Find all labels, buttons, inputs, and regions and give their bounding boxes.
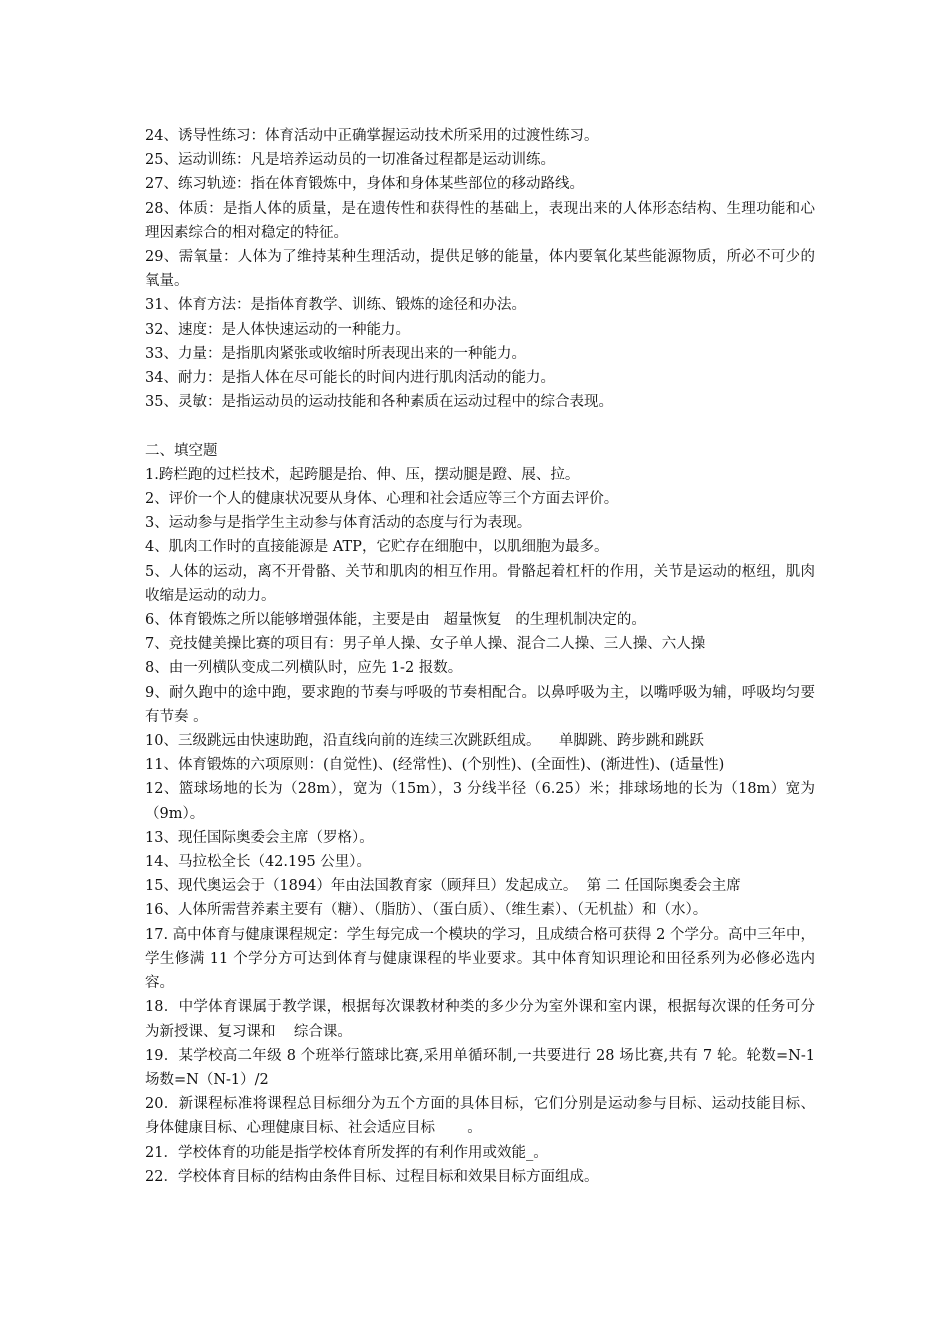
blank-line — [145, 414, 815, 438]
fill-in-item: 20．新课程标准将课程总目标细分为五个方面的具体目标，它们分别是运动参与目标、运动技能目标、身体健康目标、心理健康目标、社会适应目标 。 — [145, 1096, 815, 1137]
definition-item: 31、体育方法：是指体育教学、训练、锻炼的途径和办法。 — [145, 297, 526, 314]
fill-in-item: 7、竞技健美操比赛的项目有：男子单人操、女子单人操、混合二人操、三人操、六人操 — [145, 636, 706, 653]
document-body — [145, 124, 825, 1189]
fill-in-item: 12、篮球场地的长为（28m），宽为（15m），3 分线半径（6.25）米；排球场地的长为（18m）宽为（9m）。 — [145, 781, 815, 822]
fill-in-item: 22．学校体育目标的结构由条件目标、过程目标和效果目标方面组成。 — [145, 1168, 599, 1185]
fill-in-item: 9、耐久跑中的途中跑，要求跑的节奏与呼吸的节奏相配合。以鼻呼吸为主，以嘴呼吸为辅，呼吸均匀要有节奏 。 — [145, 684, 815, 725]
definition-item: 33、力量：是指肌肉紧张或收缩时所表现出来的一种能力。 — [145, 345, 526, 362]
definition-item: 28、体质：是指人体的质量，是在遗传性和获得性的基础上，表现出来的人体形态结构、生理功能和心理因素综合的相对稳定的特征。 — [145, 200, 815, 241]
fill-in-item: 5、人体的运动，离不开骨骼、关节和肌肉的相互作用。骨骼起着杠杆的作用，关节是运动的枢纽，肌肉收缩是运动的动力。 — [145, 563, 815, 604]
fill-in-item: 3、运动参与是指学生主动参与体育活动的态度与行为表现。 — [145, 515, 532, 532]
fill-in-item: 18．中学体育课属于教学课，根据每次课教材种类的多少分为室外课和室内课，根据每次课的任务可分为新授课、复习课和 综合课。 — [145, 999, 815, 1040]
fill-in-item: 11、体育锻炼的六项原则：(自觉性)、(经常性)、(个别性)、(全面性)、(渐进性)、(适量性) — [145, 757, 725, 774]
fill-in-item: 6、体育锻炼之所以能够增强体能，主要是由 超量恢复 的生理机制决定的。 — [145, 612, 646, 629]
fill-in-item: 4、肌肉工作时的直接能源是 ATP，它贮存在细胞中，以肌细胞为最多。 — [145, 539, 609, 556]
fill-in-item: 10、三级跳远由快速助跑，沿直线向前的连续三次跳跃组成。 单脚跳、跨步跳和跳跃 — [145, 733, 704, 750]
section-heading: 二、填空题 — [145, 442, 218, 459]
fill-in-item: 1.跨栏跑的过栏技术，起跨腿是抬、伸、压，摆动腿是蹬、展、拉。 — [145, 466, 580, 483]
fill-in-list — [145, 463, 825, 1189]
fill-in-item: 16、人体所需营养素主要有（糖）、（脂肪）、（蛋白质）、（维生素）、（无机盐）和（水）。 — [145, 902, 708, 919]
fill-in-item: 19．某学校高二年级 8 个班举行篮球比赛,采用单循环制,一共要进行 28 场比赛,共有 7 轮。轮数=N-1 场数=N（N-1）/2 — [145, 1047, 825, 1088]
fill-in-item: 2、评价一个人的健康状况要从身体、心理和社会适应等三个方面去评价。 — [145, 491, 619, 508]
definition-item: 29、需氧量：人体为了维持某种生理活动，提供足够的能量，体内要氧化某些能源物质，所必不可少的氧量。 — [145, 249, 815, 290]
definition-item: 32、速度：是人体快速运动的一种能力。 — [145, 321, 410, 338]
fill-in-item: 13、现任国际奥委会主席（罗格）。 — [145, 829, 374, 846]
definition-item: 27、练习轨迹：指在体育锻炼中，身体和身体某些部位的移动路线。 — [145, 176, 584, 193]
fill-in-item: 21．学校体育的功能是指学校体育所发挥的有利作用或效能_。 — [145, 1144, 548, 1161]
definition-item: 24、诱导性练习：体育活动中正确掌握运动技术所采用的过渡性练习。 — [145, 128, 599, 144]
definition-item: 25、运动训练：凡是培养运动员的一切准备过程都是运动训练。 — [145, 152, 555, 169]
fill-in-item: 17. 高中体育与健康课程规定：学生每完成一个模块的学习，且成绩合格可获得 2 个学分。高中三年中，学生修满 11 个学分方可达到体育与健康课程的毕业要求。其中体育知识理论和田径系列为必修必选内容。 — [145, 926, 815, 992]
fill-in-item: 15、现代奥运会于（1894）年由法国教育家（顾拜旦）发起成立。 第 二 任国际奥委会主席 — [145, 878, 741, 895]
definitions-list — [145, 124, 815, 414]
fill-in-item: 14、马拉松全长（42.195 公里）。 — [145, 854, 372, 871]
definition-item: 34、耐力：是指人体在尽可能长的时间内进行肌肉活动的能力。 — [145, 370, 555, 387]
fill-in-item: 8、由一列横队变成二列横队时，应先 1-2 报数。 — [145, 660, 463, 677]
definition-item: 35、灵敏：是指运动员的运动技能和各种素质在运动过程中的综合表现。 — [145, 394, 613, 411]
